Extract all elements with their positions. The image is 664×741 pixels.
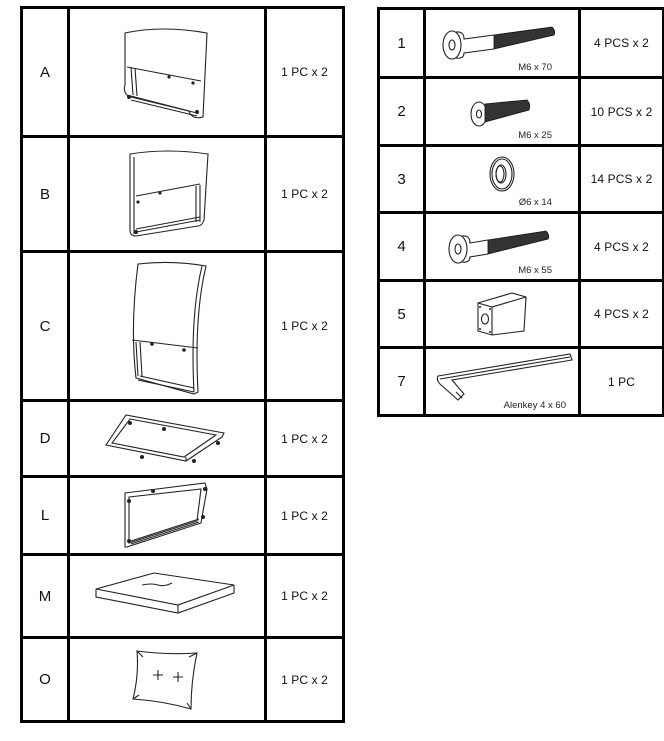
- table-row: [379, 348, 664, 416]
- part-quantity: 1 PC x 2: [266, 477, 344, 555]
- bolt-long-icon: [440, 21, 560, 65]
- part-spec: Ø6 x 14: [518, 197, 552, 208]
- part-label: 3: [379, 146, 425, 213]
- part-illustration-cell: [69, 638, 266, 722]
- part-label: L: [22, 477, 69, 555]
- part-spec: M6 x 25: [518, 130, 552, 141]
- part-label: D: [22, 401, 69, 477]
- table-row: [22, 8, 344, 137]
- panels-parts-table: [20, 6, 345, 723]
- hardware-parts-table: [377, 7, 664, 417]
- table-row: [379, 78, 664, 146]
- table-row: [379, 213, 664, 281]
- part-label: A: [22, 8, 69, 137]
- part-illustration-cell: [69, 252, 266, 401]
- part-illustration-cell: [425, 281, 580, 348]
- side-panel-c-icon: [122, 256, 212, 396]
- table-row: [22, 401, 344, 477]
- part-quantity: 1 PC: [580, 348, 664, 416]
- table-row: [379, 9, 664, 78]
- part-illustration-cell: [69, 401, 266, 477]
- part-label: M: [22, 555, 69, 638]
- part-label: 2: [379, 78, 425, 146]
- part-quantity: 1 PC x 2: [266, 555, 344, 638]
- part-quantity: 4 PCS x 2: [580, 9, 664, 78]
- part-illustration-cell: [425, 146, 580, 213]
- part-quantity: 1 PC x 2: [266, 137, 344, 252]
- part-quantity: 10 PCS x 2: [580, 78, 664, 146]
- table-row: [379, 281, 664, 348]
- part-quantity: 1 PC x 2: [266, 8, 344, 137]
- backrest-panel-a-icon: [117, 17, 217, 127]
- part-label: O: [22, 638, 69, 722]
- seat-frame-d-icon: [102, 409, 232, 469]
- part-label: 5: [379, 281, 425, 348]
- part-quantity: 1 PC x 2: [266, 638, 344, 722]
- table-row: [22, 252, 344, 401]
- part-illustration-cell: [425, 78, 580, 146]
- table-row: [22, 638, 344, 722]
- part-quantity: 14 PCS x 2: [580, 146, 664, 213]
- part-label: B: [22, 137, 69, 252]
- part-quantity: 4 PCS x 2: [580, 213, 664, 281]
- part-illustration-cell: [425, 9, 580, 78]
- part-illustration-cell: [69, 8, 266, 137]
- part-label: 1: [379, 9, 425, 78]
- backrest-panel-b-icon: [122, 144, 212, 244]
- part-quantity: 4 PCS x 2: [580, 281, 664, 348]
- foot-block-icon: [472, 289, 532, 339]
- pillow-o-icon: [127, 647, 207, 713]
- part-quantity: 1 PC x 2: [266, 401, 344, 477]
- table-row: [22, 477, 344, 555]
- bolt-medium-icon: [446, 225, 556, 269]
- part-label: C: [22, 252, 69, 401]
- part-quantity: 1 PC x 2: [266, 252, 344, 401]
- part-illustration-cell: [69, 477, 266, 555]
- seat-cushion-m-icon: [92, 571, 242, 621]
- frame-l-icon: [117, 481, 217, 551]
- part-label: 7: [379, 348, 425, 416]
- part-label: 4: [379, 213, 425, 281]
- part-illustration-cell: [425, 348, 580, 416]
- washer-icon: [482, 152, 522, 196]
- part-spec: M6 x 70: [518, 62, 552, 73]
- table-row: [22, 555, 344, 638]
- part-illustration-cell: [69, 137, 266, 252]
- part-spec: M6 x 55: [518, 265, 552, 276]
- table-row: [379, 146, 664, 213]
- part-illustration-cell: [69, 555, 266, 638]
- part-spec: Alenkey 4 x 60: [503, 400, 566, 411]
- part-illustration-cell: [425, 213, 580, 281]
- allen-key-icon: [428, 350, 578, 406]
- table-row: [22, 137, 344, 252]
- bolt-short-icon: [467, 92, 537, 132]
